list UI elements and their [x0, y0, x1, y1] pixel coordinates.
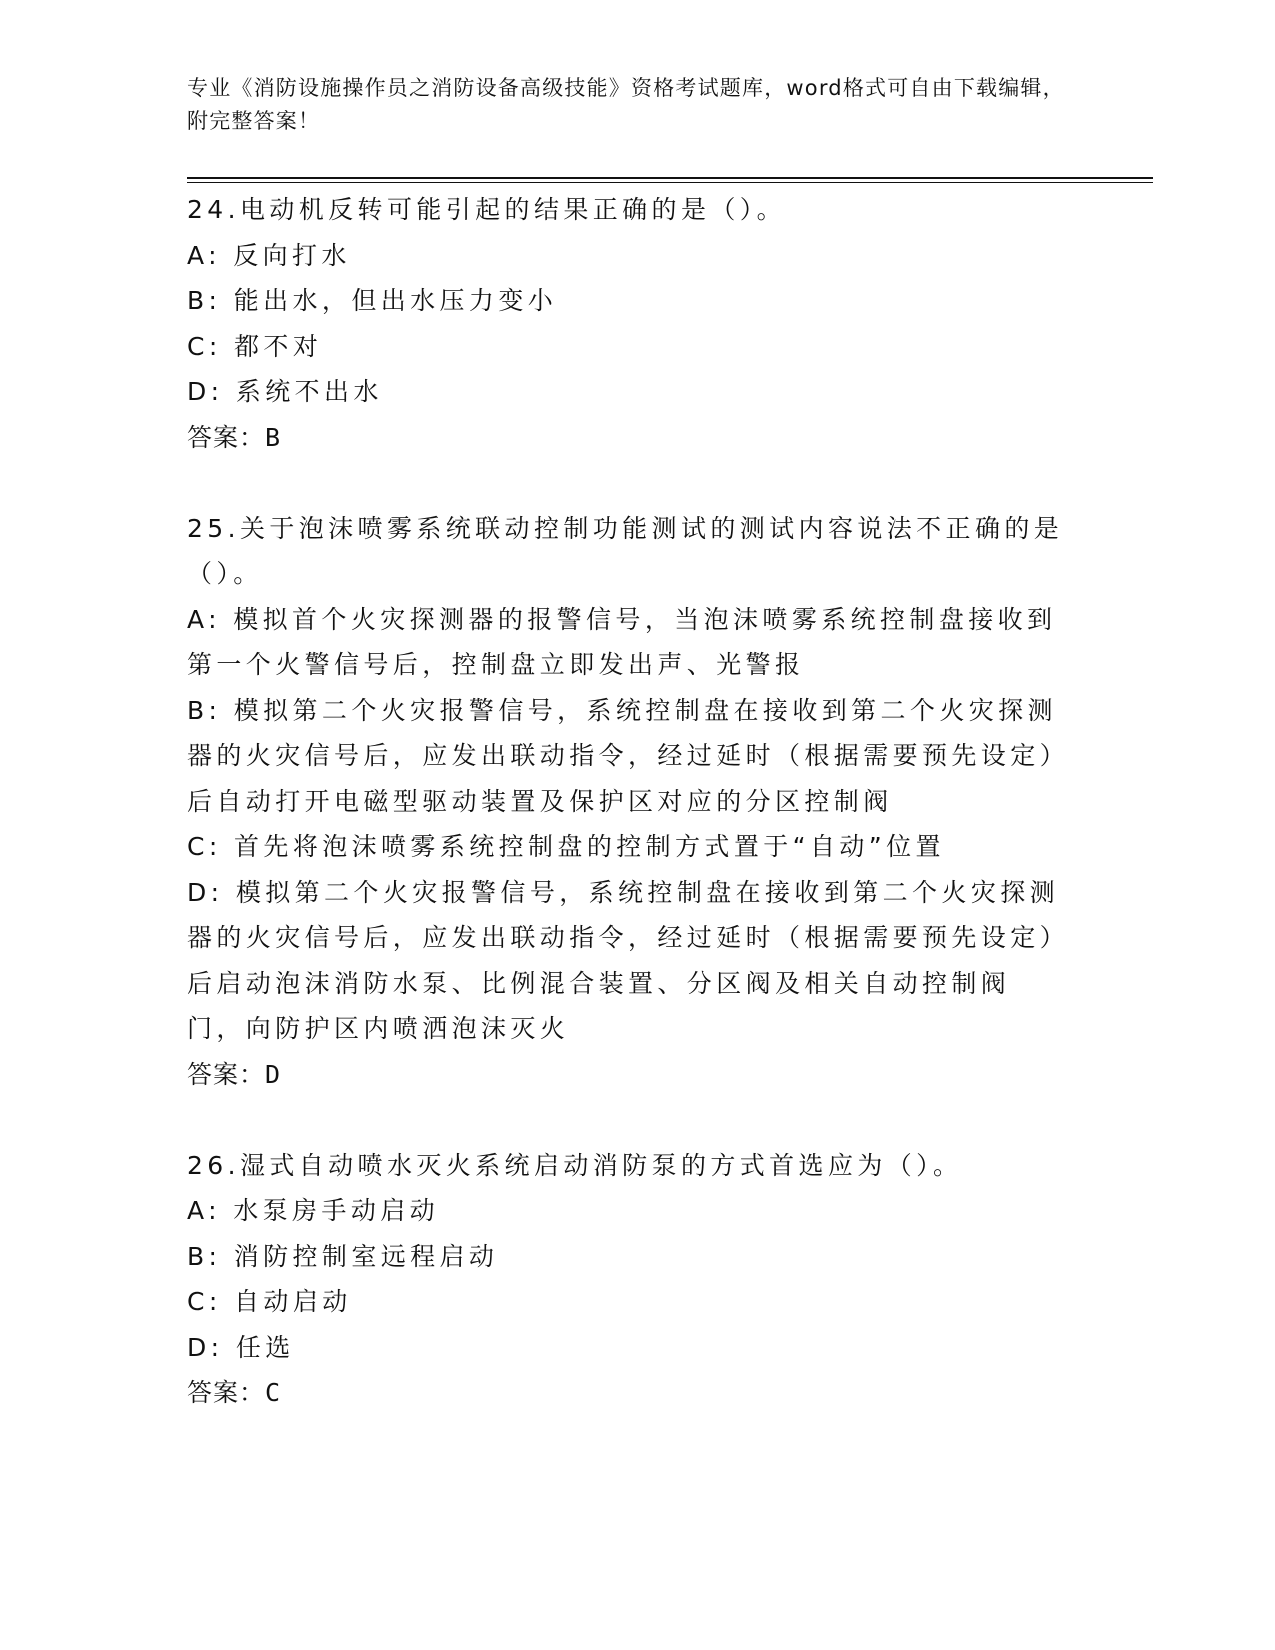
question-24	[187, 187, 1067, 460]
answer-line	[187, 1052, 1067, 1098]
answer-value: B	[265, 422, 282, 452]
answer-label: 答案：	[187, 1378, 266, 1407]
option-a: A: 反向打水	[187, 240, 351, 270]
question-stem: 26.湿式自动喷水灭火系统启动消防泵的方式首选应为（）。	[187, 1150, 963, 1180]
option-b: B: 模拟第二个火灾报警信号，系统控制盘在接收到第二个火灾探测器的火灾信号后，应发出联动指令，经过延时（根据需要预先设定）后自动打开电磁型驱动装置及保护区对应的分区控制阀	[187, 695, 1057, 816]
answer-line	[187, 415, 1067, 461]
option-b: B: 能出水，但出水压力变小	[187, 286, 558, 315]
option-a: A: 模拟首个火灾探测器的报警信号，当泡沫喷雾系统控制盘接收到第一个火警信号后，控制盘立即发出声、光警报	[187, 604, 1057, 679]
question-stem: 25.关于泡沫喷雾系统联动控制功能测试的测试内容说法不正确的是（）。	[187, 513, 1064, 588]
question-26	[187, 1143, 1067, 1416]
question-list	[187, 187, 1067, 1416]
option-a: A: 水泵房手动启动	[187, 1196, 440, 1225]
option-c: C: 首先将泡沫喷雾系统控制盘的控制方式置于“自动”位置	[187, 832, 945, 861]
option-c: C: 都不对	[187, 331, 323, 361]
answer-label: 答案：	[187, 1059, 266, 1089]
option-d: D: 模拟第二个火灾报警信号，系统控制盘在接收到第二个火灾探测器的火灾信号后，应发出联动指令，经过延时（根据需要预先设定）后启动泡沫消防水泵、比例混合装置、分区阀及相关自动控制阀门，向防护区内喷洒泡沫灭火	[187, 877, 1060, 1043]
header-rule-thick	[187, 177, 1153, 179]
question-25	[187, 506, 1067, 1098]
answer-value: D	[265, 1059, 282, 1089]
page-header: 专业《消防设施操作员之消防设备高级技能》资格考试题库，word格式可自由下载编辑，附完整答案！	[187, 76, 1065, 133]
answer-label: 答案：	[187, 422, 266, 452]
question-stem: 24.电动机反转可能引起的结果正确的是（）。	[187, 195, 787, 224]
answer-line	[187, 1370, 1067, 1416]
option-c: C: 自动启动	[187, 1287, 352, 1316]
header-rule-thin	[187, 182, 1153, 183]
answer-value: C	[265, 1378, 282, 1407]
option-d: D: 系统不出水	[187, 377, 383, 406]
option-d: D: 任选	[187, 1332, 295, 1362]
option-b: B: 消防控制室远程启动	[187, 1241, 499, 1271]
